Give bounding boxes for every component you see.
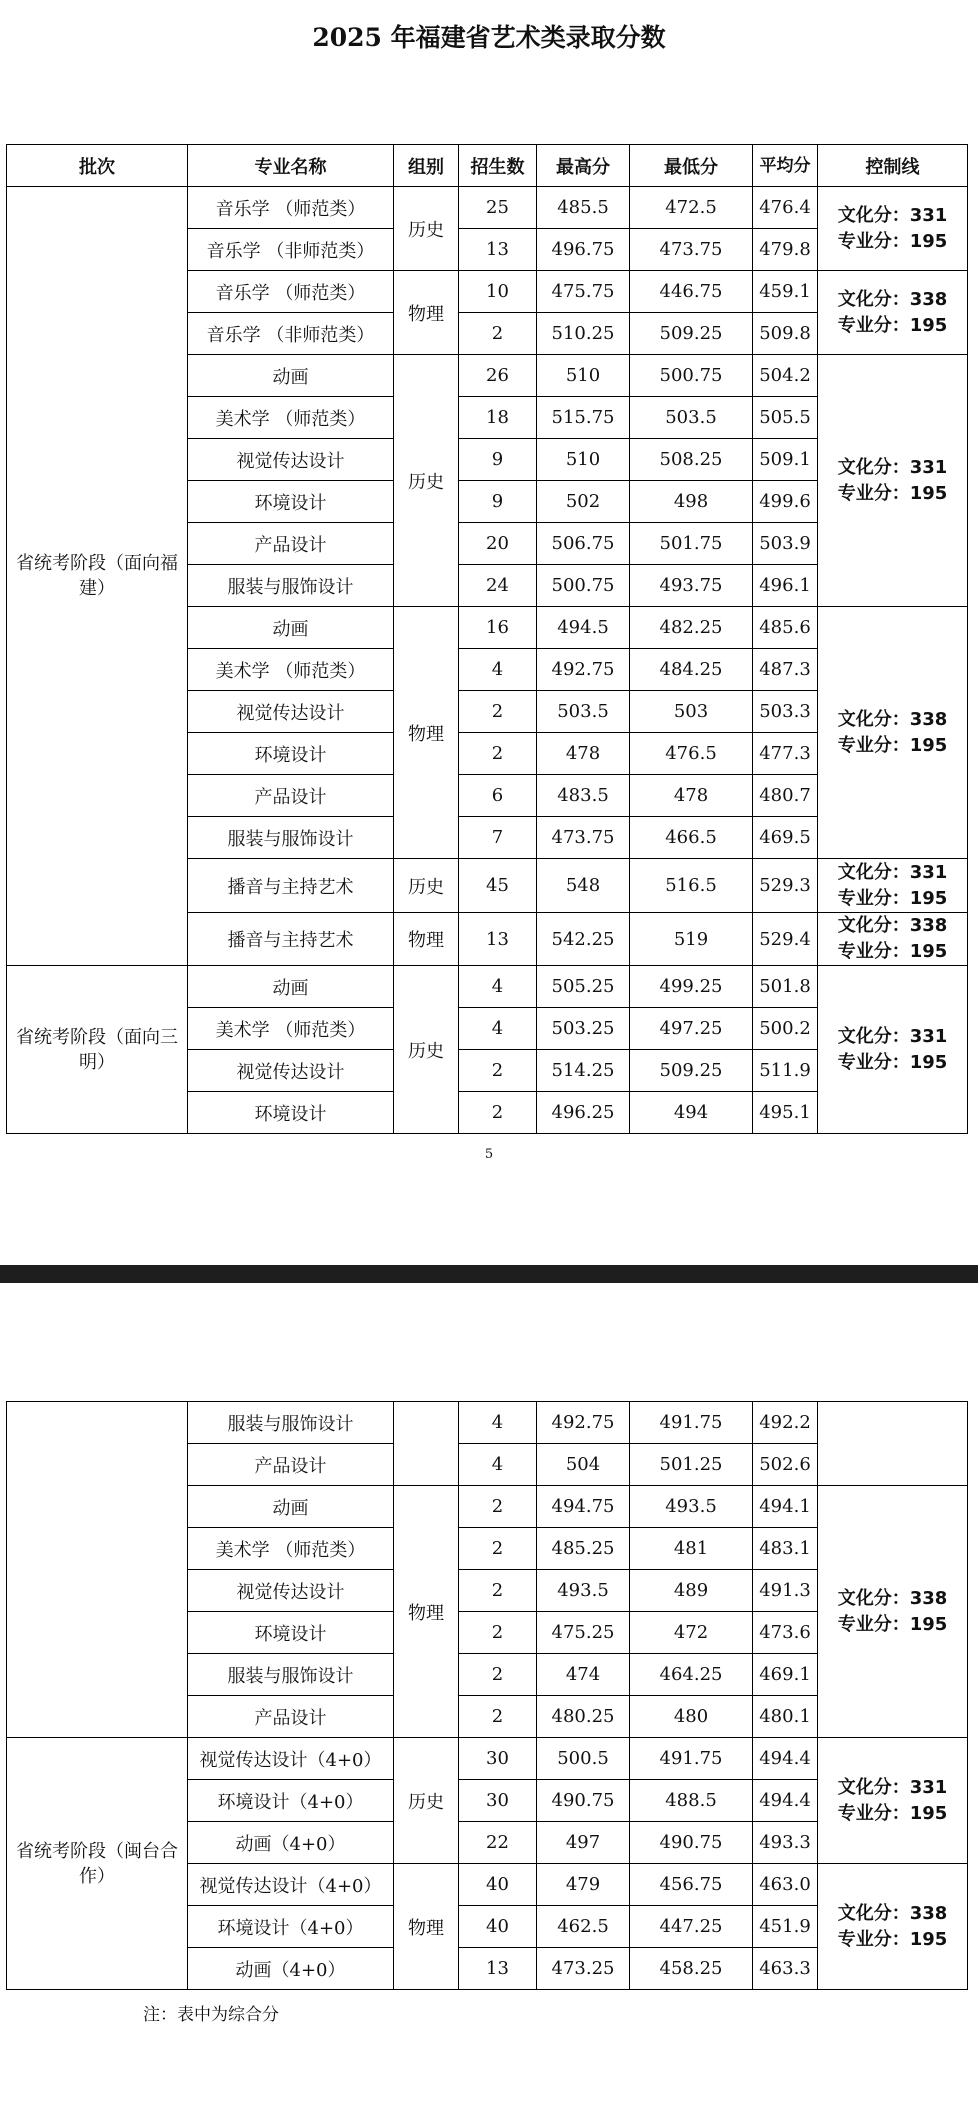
major-name: 音乐学 （非师范类） <box>188 229 394 271</box>
header-major: 专业名称 <box>188 145 394 187</box>
avg-score: 503.9 <box>753 523 818 565</box>
max-score: 500.5 <box>537 1738 630 1780</box>
header-max: 最高分 <box>537 145 630 187</box>
avg-score: 473.6 <box>753 1612 818 1654</box>
avg-score: 487.3 <box>753 649 818 691</box>
major-name: 服装与服饰设计 <box>188 817 394 859</box>
min-score: 501.25 <box>630 1444 753 1486</box>
major-name: 环境设计 <box>188 733 394 775</box>
table-row <box>7 1738 968 1780</box>
control-line-cell <box>818 1486 968 1738</box>
enroll-count: 40 <box>459 1864 537 1906</box>
control-major-score: 专业分：195 <box>837 230 948 252</box>
max-score: 492.75 <box>537 649 630 691</box>
max-score: 483.5 <box>537 775 630 817</box>
enroll-count: 2 <box>459 733 537 775</box>
avg-score: 463.3 <box>753 1948 818 1990</box>
enroll-count: 4 <box>459 649 537 691</box>
header-count: 招生数 <box>459 145 537 187</box>
enroll-count: 2 <box>459 1092 537 1134</box>
enroll-count: 4 <box>459 1008 537 1050</box>
min-score: 491.75 <box>630 1738 753 1780</box>
enroll-count: 6 <box>459 775 537 817</box>
max-score: 497 <box>537 1822 630 1864</box>
max-score: 504 <box>537 1444 630 1486</box>
enroll-count: 9 <box>459 481 537 523</box>
table-body-page2 <box>7 1402 968 1990</box>
enroll-count: 4 <box>459 966 537 1008</box>
enroll-count: 10 <box>459 271 537 313</box>
header-control: 控制线 <box>818 145 968 187</box>
max-score: 542.25 <box>537 913 630 966</box>
min-score: 516.5 <box>630 859 753 913</box>
min-score: 482.25 <box>630 607 753 649</box>
major-name: 视觉传达设计（4+0） <box>188 1738 394 1780</box>
avg-score: 494.4 <box>753 1738 818 1780</box>
min-score: 500.75 <box>630 355 753 397</box>
group-cell-continued <box>394 1402 459 1486</box>
group-cell: 历史 <box>394 859 459 913</box>
enroll-count: 7 <box>459 817 537 859</box>
major-name: 环境设计 <box>188 1092 394 1134</box>
control-culture-score: 文化分：331 <box>837 456 948 478</box>
control-culture-score: 文化分：338 <box>837 1587 948 1609</box>
avg-score: 476.4 <box>753 187 818 229</box>
major-name: 音乐学 （师范类） <box>188 187 394 229</box>
enroll-count: 2 <box>459 1612 537 1654</box>
table-row <box>7 1402 968 1444</box>
max-score: 505.25 <box>537 966 630 1008</box>
enroll-count: 2 <box>459 1570 537 1612</box>
max-score: 473.75 <box>537 817 630 859</box>
enroll-count: 40 <box>459 1906 537 1948</box>
min-score: 481 <box>630 1528 753 1570</box>
avg-score: 529.4 <box>753 913 818 966</box>
batch-cell: 省统考阶段（面向福建） <box>7 187 188 966</box>
footnote: 注：表中为综合分 <box>143 2005 279 2025</box>
min-score: 458.25 <box>630 1948 753 1990</box>
min-score: 493.5 <box>630 1486 753 1528</box>
control-culture-score: 文化分：331 <box>837 861 948 883</box>
control-culture-score: 文化分：338 <box>837 915 948 936</box>
control-line-cell <box>818 1864 968 1990</box>
min-score: 497.25 <box>630 1008 753 1050</box>
avg-score: 499.6 <box>753 481 818 523</box>
avg-score: 451.9 <box>753 1906 818 1948</box>
avg-score: 501.8 <box>753 966 818 1008</box>
major-name: 服装与服饰设计 <box>188 1402 394 1444</box>
control-major-score: 专业分：195 <box>837 1928 948 1950</box>
control-culture-score: 文化分：331 <box>837 1776 948 1798</box>
enroll-count: 2 <box>459 1696 537 1738</box>
table-row <box>7 187 968 229</box>
max-score: 462.5 <box>537 1906 630 1948</box>
min-score: 489 <box>630 1570 753 1612</box>
batch-cell-continued <box>7 1402 188 1738</box>
header-min: 最低分 <box>630 145 753 187</box>
avg-score: 485.6 <box>753 607 818 649</box>
control-major-score: 专业分：195 <box>837 941 948 962</box>
control-line-cell <box>818 913 968 966</box>
avg-score: 492.2 <box>753 1402 818 1444</box>
major-name: 美术学 （师范类） <box>188 397 394 439</box>
min-score: 519 <box>630 913 753 966</box>
major-name: 视觉传达设计 <box>188 1570 394 1612</box>
major-name: 产品设计 <box>188 775 394 817</box>
max-score: 510 <box>537 355 630 397</box>
min-score: 494 <box>630 1092 753 1134</box>
min-score: 499.25 <box>630 966 753 1008</box>
avg-score: 463.0 <box>753 1864 818 1906</box>
max-score: 503.25 <box>537 1008 630 1050</box>
enroll-count: 25 <box>459 187 537 229</box>
min-score: 476.5 <box>630 733 753 775</box>
control-culture-score: 文化分：338 <box>837 708 948 730</box>
min-score: 464.25 <box>630 1654 753 1696</box>
header-batch: 批次 <box>7 145 188 187</box>
max-score: 475.25 <box>537 1612 630 1654</box>
enroll-count: 18 <box>459 397 537 439</box>
major-name: 音乐学 （非师范类） <box>188 313 394 355</box>
major-name: 播音与主持艺术 <box>188 859 394 913</box>
max-score: 485.5 <box>537 187 630 229</box>
min-score: 490.75 <box>630 1822 753 1864</box>
control-major-score: 专业分：195 <box>837 734 948 756</box>
min-score: 509.25 <box>630 313 753 355</box>
control-culture-score: 文化分：331 <box>837 1025 948 1047</box>
avg-score: 504.2 <box>753 355 818 397</box>
max-score: 494.75 <box>537 1486 630 1528</box>
group-cell: 物理 <box>394 1486 459 1738</box>
enroll-count: 16 <box>459 607 537 649</box>
header-avg: 平均分 <box>753 145 818 187</box>
avg-score: 491.3 <box>753 1570 818 1612</box>
max-score: 496.25 <box>537 1092 630 1134</box>
max-score: 500.75 <box>537 565 630 607</box>
avg-score: 469.1 <box>753 1654 818 1696</box>
major-name: 服装与服饰设计 <box>188 565 394 607</box>
major-name: 环境设计 <box>188 481 394 523</box>
min-score: 503 <box>630 691 753 733</box>
min-score: 480 <box>630 1696 753 1738</box>
control-line-cell <box>818 607 968 859</box>
enroll-count: 30 <box>459 1780 537 1822</box>
min-score: 493.75 <box>630 565 753 607</box>
avg-score: 479.8 <box>753 229 818 271</box>
min-score: 503.5 <box>630 397 753 439</box>
control-major-score: 专业分：195 <box>837 1051 948 1073</box>
avg-score: 511.9 <box>753 1050 818 1092</box>
enroll-count: 26 <box>459 355 537 397</box>
major-name: 环境设计（4+0） <box>188 1906 394 1948</box>
control-line-cell <box>818 271 968 355</box>
group-cell: 历史 <box>394 966 459 1134</box>
control-line-cell <box>818 355 968 607</box>
avg-score: 505.5 <box>753 397 818 439</box>
control-major-score: 专业分：195 <box>837 1613 948 1635</box>
min-score: 446.75 <box>630 271 753 313</box>
max-score: 493.5 <box>537 1570 630 1612</box>
major-name: 美术学 （师范类） <box>188 1008 394 1050</box>
enroll-count: 45 <box>459 859 537 913</box>
max-score: 480.25 <box>537 1696 630 1738</box>
enroll-count: 13 <box>459 1948 537 1990</box>
max-score: 496.75 <box>537 229 630 271</box>
min-score: 491.75 <box>630 1402 753 1444</box>
batch-cell: 省统考阶段（闽台合作） <box>7 1738 188 1990</box>
enroll-count: 2 <box>459 313 537 355</box>
enroll-count: 13 <box>459 913 537 966</box>
max-score: 490.75 <box>537 1780 630 1822</box>
avg-score: 509.1 <box>753 439 818 481</box>
enroll-count: 13 <box>459 229 537 271</box>
avg-score: 494.1 <box>753 1486 818 1528</box>
batch-cell: 省统考阶段（面向三明） <box>7 966 188 1134</box>
group-cell: 物理 <box>394 1864 459 1990</box>
group-cell: 历史 <box>394 355 459 607</box>
control-line-cell <box>818 187 968 271</box>
control-culture-score: 文化分：338 <box>837 288 948 310</box>
major-name: 播音与主持艺术 <box>188 913 394 966</box>
control-line-cell <box>818 1738 968 1864</box>
enroll-count: 4 <box>459 1402 537 1444</box>
control-major-score: 专业分：195 <box>837 482 948 504</box>
enroll-count: 22 <box>459 1822 537 1864</box>
page-divider <box>0 1265 978 1283</box>
min-score: 498 <box>630 481 753 523</box>
max-score: 479 <box>537 1864 630 1906</box>
table-header-row <box>7 145 968 187</box>
group-cell: 物理 <box>394 271 459 355</box>
avg-score: 529.3 <box>753 859 818 913</box>
avg-score: 477.3 <box>753 733 818 775</box>
enroll-count: 2 <box>459 1528 537 1570</box>
major-name: 动画 <box>188 1486 394 1528</box>
control-line-cell <box>818 966 968 1134</box>
group-cell: 历史 <box>394 1738 459 1864</box>
admission-table-page1 <box>6 144 968 1134</box>
min-score: 478 <box>630 775 753 817</box>
major-name: 动画 <box>188 607 394 649</box>
min-score: 456.75 <box>630 1864 753 1906</box>
avg-score: 503.3 <box>753 691 818 733</box>
admission-table-page2 <box>6 1401 968 1990</box>
major-name: 美术学 （师范类） <box>188 649 394 691</box>
page-number: 5 <box>484 1147 494 1162</box>
avg-score: 459.1 <box>753 271 818 313</box>
min-score: 447.25 <box>630 1906 753 1948</box>
max-score: 474 <box>537 1654 630 1696</box>
avg-score: 469.5 <box>753 817 818 859</box>
enroll-count: 2 <box>459 1486 537 1528</box>
avg-score: 509.8 <box>753 313 818 355</box>
major-name: 视觉传达设计 <box>188 439 394 481</box>
control-major-score: 专业分：195 <box>837 1802 948 1824</box>
max-score: 475.75 <box>537 271 630 313</box>
avg-score: 496.1 <box>753 565 818 607</box>
major-name: 动画（4+0） <box>188 1822 394 1864</box>
max-score: 478 <box>537 733 630 775</box>
table-row <box>7 966 968 1008</box>
min-score: 473.75 <box>630 229 753 271</box>
enroll-count: 2 <box>459 1050 537 1092</box>
avg-score: 480.7 <box>753 775 818 817</box>
group-cell: 物理 <box>394 913 459 966</box>
max-score: 485.25 <box>537 1528 630 1570</box>
max-score: 510 <box>537 439 630 481</box>
max-score: 494.5 <box>537 607 630 649</box>
major-name: 环境设计 <box>188 1612 394 1654</box>
avg-score: 480.1 <box>753 1696 818 1738</box>
max-score: 492.75 <box>537 1402 630 1444</box>
min-score: 466.5 <box>630 817 753 859</box>
major-name: 产品设计 <box>188 1444 394 1486</box>
major-name: 视觉传达设计 <box>188 691 394 733</box>
min-score: 488.5 <box>630 1780 753 1822</box>
major-name: 音乐学 （师范类） <box>188 271 394 313</box>
page-title: 2025 年福建省艺术类录取分数 <box>312 23 666 52</box>
enroll-count: 20 <box>459 523 537 565</box>
major-name: 产品设计 <box>188 523 394 565</box>
max-score: 473.25 <box>537 1948 630 1990</box>
table-body-page1 <box>7 187 968 1134</box>
max-score: 548 <box>537 859 630 913</box>
avg-score: 483.1 <box>753 1528 818 1570</box>
enroll-count: 9 <box>459 439 537 481</box>
max-score: 502 <box>537 481 630 523</box>
control-culture-score: 文化分：331 <box>837 204 948 226</box>
min-score: 472 <box>630 1612 753 1654</box>
avg-score: 502.6 <box>753 1444 818 1486</box>
group-cell: 物理 <box>394 607 459 859</box>
major-name: 视觉传达设计 <box>188 1050 394 1092</box>
major-name: 动画（4+0） <box>188 1948 394 1990</box>
enroll-count: 2 <box>459 1654 537 1696</box>
min-score: 508.25 <box>630 439 753 481</box>
max-score: 515.75 <box>537 397 630 439</box>
major-name: 动画 <box>188 355 394 397</box>
control-cell-continued <box>818 1402 968 1486</box>
min-score: 509.25 <box>630 1050 753 1092</box>
control-line-cell <box>818 859 968 913</box>
min-score: 484.25 <box>630 649 753 691</box>
max-score: 514.25 <box>537 1050 630 1092</box>
major-name: 环境设计（4+0） <box>188 1780 394 1822</box>
max-score: 510.25 <box>537 313 630 355</box>
avg-score: 500.2 <box>753 1008 818 1050</box>
group-cell: 历史 <box>394 187 459 271</box>
major-name: 产品设计 <box>188 1696 394 1738</box>
avg-score: 494.4 <box>753 1780 818 1822</box>
enroll-count: 30 <box>459 1738 537 1780</box>
max-score: 503.5 <box>537 691 630 733</box>
max-score: 506.75 <box>537 523 630 565</box>
header-group: 组别 <box>394 145 459 187</box>
enroll-count: 2 <box>459 691 537 733</box>
min-score: 501.75 <box>630 523 753 565</box>
major-name: 服装与服饰设计 <box>188 1654 394 1696</box>
control-culture-score: 文化分：338 <box>837 1902 948 1924</box>
avg-score: 495.1 <box>753 1092 818 1134</box>
enroll-count: 4 <box>459 1444 537 1486</box>
major-name: 美术学 （师范类） <box>188 1528 394 1570</box>
enroll-count: 24 <box>459 565 537 607</box>
major-name: 视觉传达设计（4+0） <box>188 1864 394 1906</box>
control-major-score: 专业分：195 <box>837 314 948 336</box>
control-major-score: 专业分：195 <box>837 887 948 909</box>
min-score: 472.5 <box>630 187 753 229</box>
avg-score: 493.3 <box>753 1822 818 1864</box>
major-name: 动画 <box>188 966 394 1008</box>
